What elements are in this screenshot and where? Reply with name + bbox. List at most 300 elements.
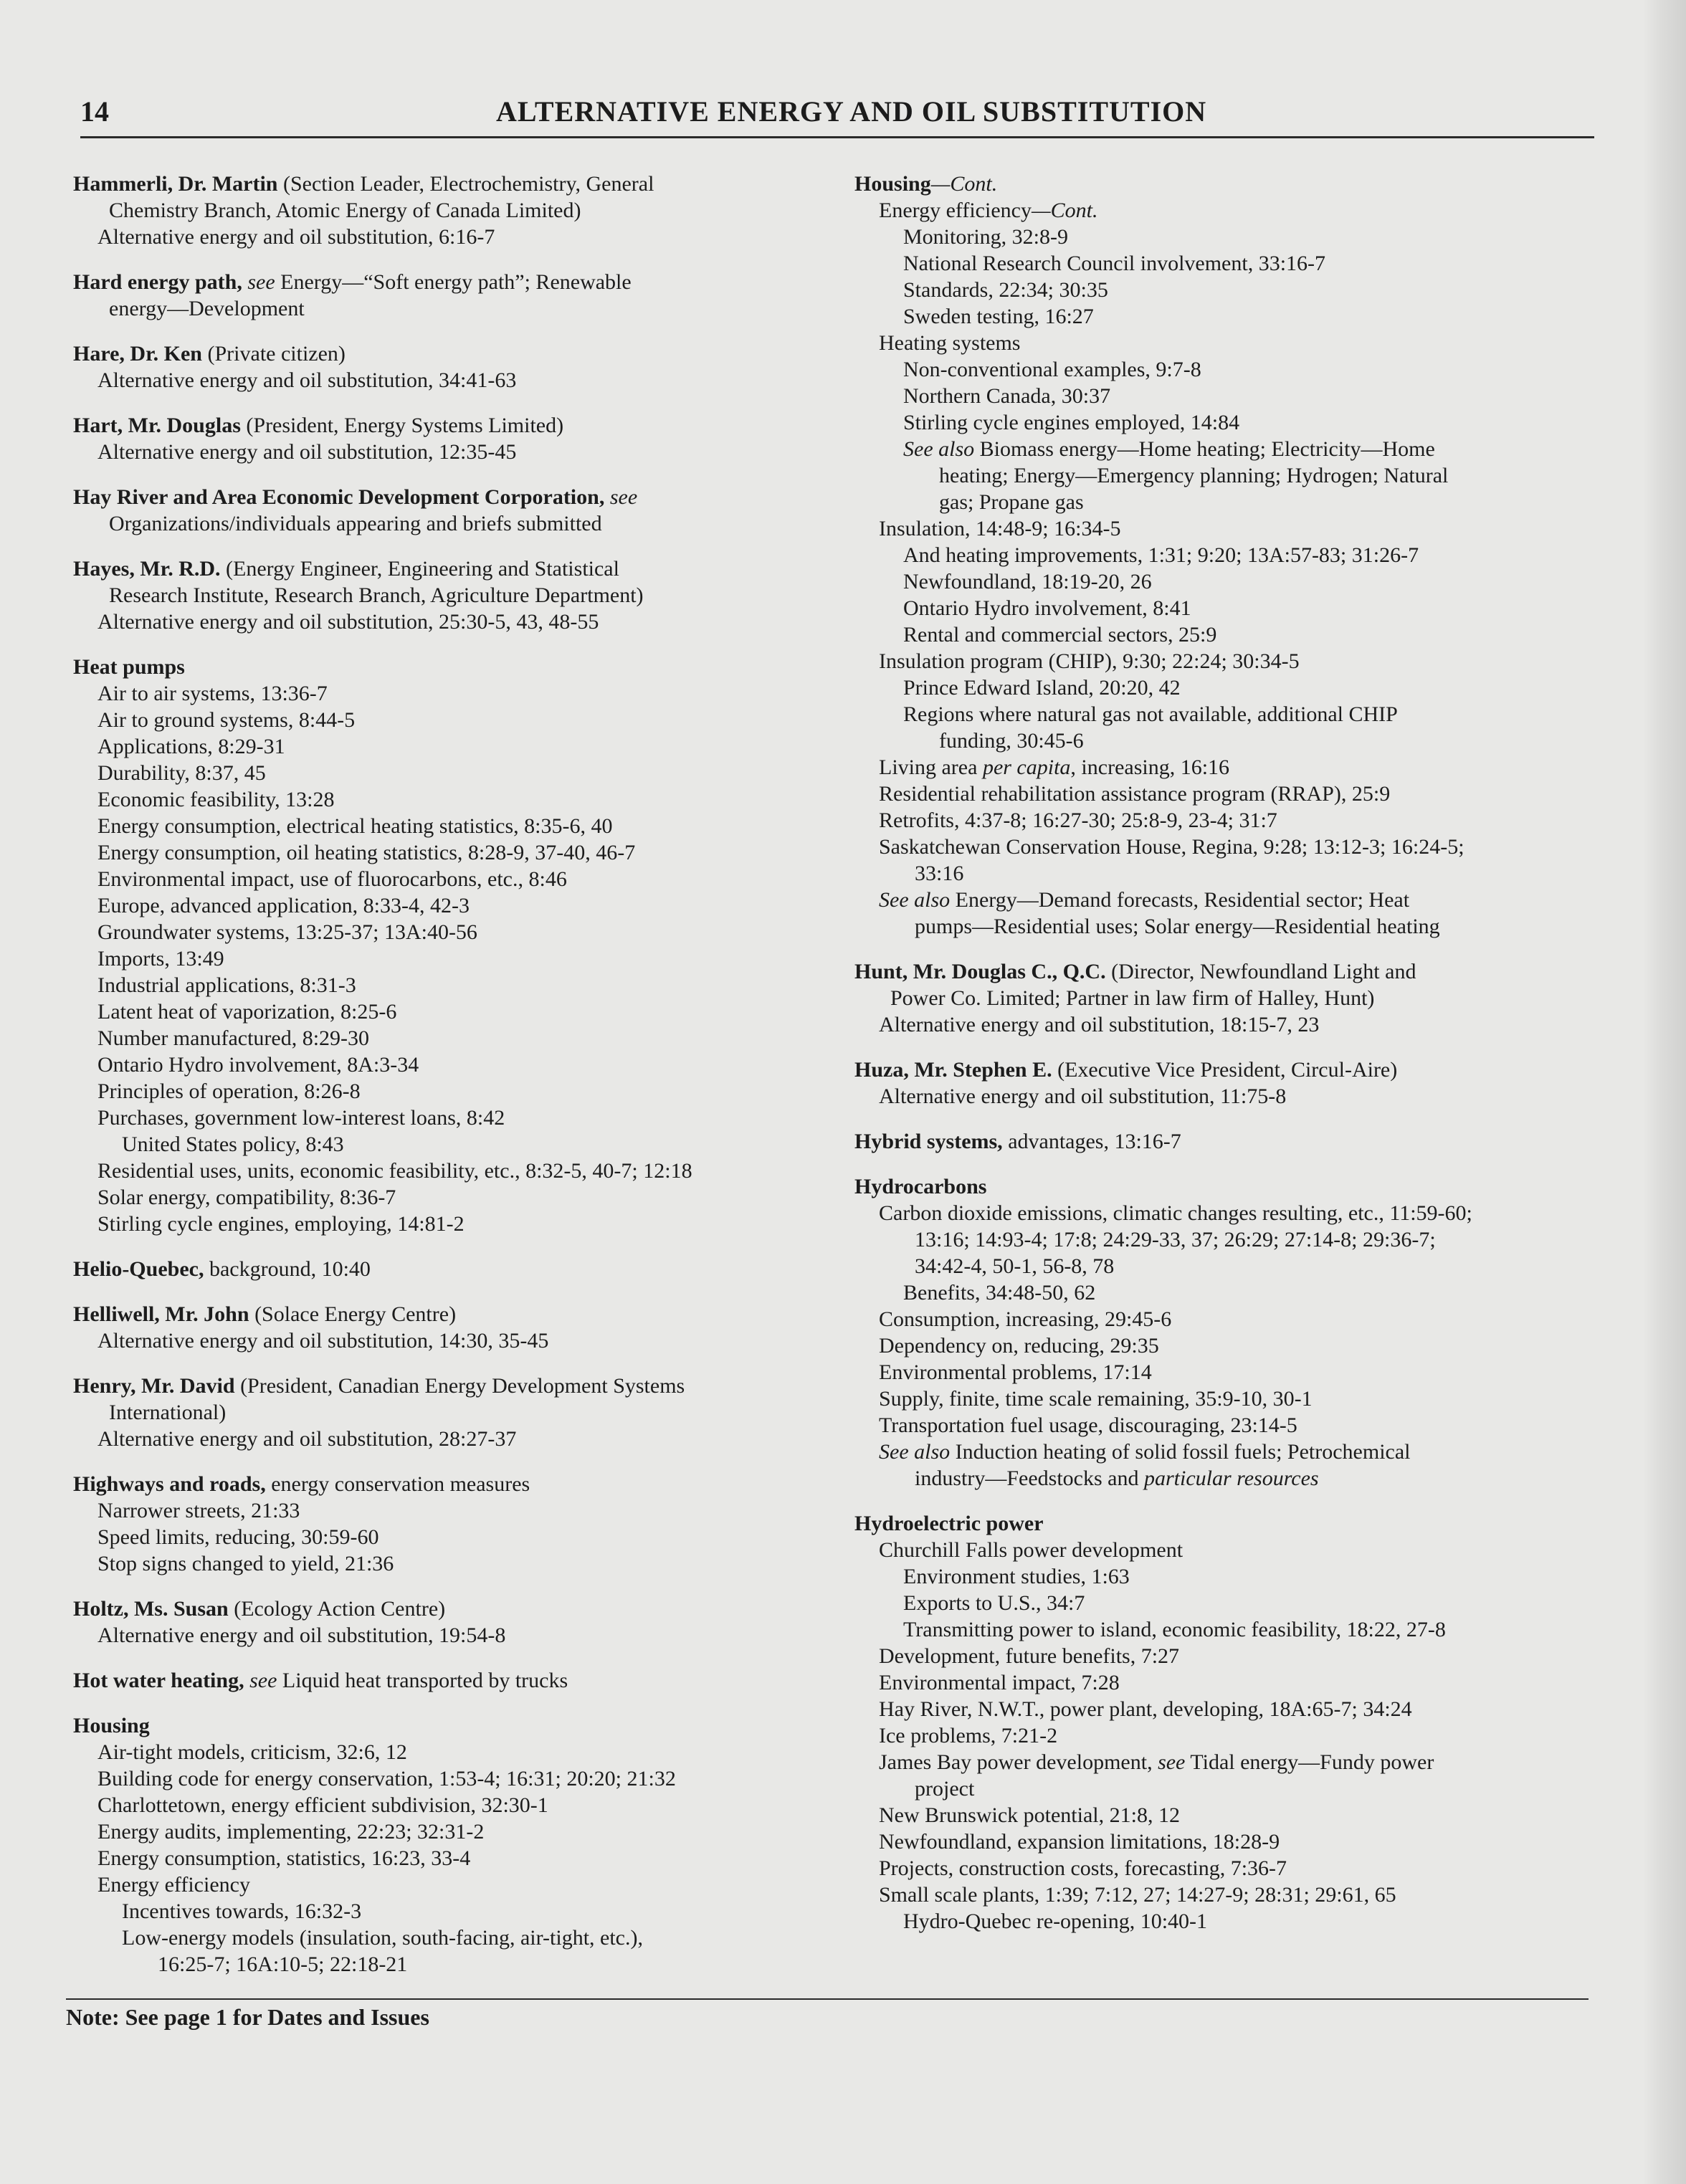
entry-line — [73, 510, 826, 537]
entry-line — [854, 1083, 1607, 1110]
entry-line — [854, 1908, 1607, 1935]
entry-text: (Energy Engineer, Engineering and Statistical — [220, 557, 619, 581]
entry-line — [73, 1426, 826, 1452]
entry-text: Consumption, increasing, 29:45-6 — [879, 1307, 1172, 1331]
entry-line — [854, 1537, 1607, 1563]
entry-text: , increasing, 16:16 — [1070, 755, 1230, 779]
entry-line — [854, 1882, 1607, 1908]
entry-line — [73, 972, 826, 998]
index-entry — [73, 1301, 826, 1354]
entry-text: Sweden testing, 16:27 — [903, 305, 1094, 328]
entry-line — [854, 1386, 1607, 1412]
entry-text: Energy audits, implementing, 22:23; 32:31-2 — [97, 1820, 485, 1844]
index-entry — [854, 1057, 1607, 1110]
entry-text: background, 10:40 — [204, 1257, 371, 1281]
entry-text: James Bay power development, — [879, 1750, 1153, 1774]
entry-line — [73, 367, 826, 394]
entry-line — [73, 1184, 826, 1211]
entry-text: Retrofits, 4:37-8; 16:27-30; 25:8-9, 23-4; 31:7 — [879, 809, 1277, 832]
entry-line — [73, 1025, 826, 1052]
entry-line — [854, 224, 1607, 250]
index-term: Housing — [73, 1714, 150, 1737]
entry-line — [854, 913, 1607, 940]
entry-line — [854, 1802, 1607, 1828]
entry-line — [854, 1722, 1607, 1749]
entry-heading-line — [73, 1667, 826, 1694]
entry-heading-line — [73, 412, 826, 439]
entry-line — [73, 609, 826, 635]
entry-heading-line — [73, 654, 826, 680]
entry-text: Chemistry Branch, Atomic Energy of Canada Limited) — [109, 199, 581, 222]
entry-line — [73, 1818, 826, 1845]
entry-text: Research Institute, Research Branch, Agriculture Department) — [109, 583, 644, 607]
index-entry — [73, 1471, 826, 1577]
entry-text: Rental and commercial sectors, 25:9 — [903, 623, 1217, 647]
entry-text: Exports to U.S., 34:7 — [903, 1591, 1085, 1615]
index-term: Hammerli, Dr. Martin — [73, 172, 278, 196]
entry-heading-line — [73, 1256, 826, 1282]
entry-text: Number manufactured, 8:29-30 — [97, 1026, 370, 1050]
index-term: Hayes, Mr. R.D. — [73, 557, 221, 581]
entry-line — [73, 1399, 826, 1426]
entry-text: Environmental impact, use of fluorocarbons, etc., 8:46 — [97, 867, 567, 891]
entry-text: Energy consumption, electrical heating statistics, 8:35-6, 40 — [97, 814, 613, 838]
entry-text: Prince Edward Island, 20:20, 42 — [903, 676, 1181, 700]
entry-text: pumps—Residential uses; Solar energy—Residential heating — [915, 915, 1440, 938]
entry-line — [854, 1828, 1607, 1855]
entry-text: industry—Feedstocks and — [915, 1467, 1144, 1490]
entry-text: United States policy, 8:43 — [122, 1132, 344, 1156]
entry-text: Insulation, 14:48-9; 16:34-5 — [879, 517, 1121, 540]
entry-heading-line — [73, 555, 826, 582]
index-entry — [73, 1712, 826, 1978]
entry-text: Applications, 8:29-31 — [97, 735, 285, 758]
entry-line — [854, 1749, 1607, 1775]
entry-text: New Brunswick potential, 21:8, 12 — [879, 1803, 1180, 1827]
entry-line — [73, 1131, 826, 1158]
entry-text: 34:42-4, 50-1, 56-8, 78 — [915, 1254, 1115, 1278]
entry-text: heating; Energy—Emergency planning; Hydrogen; Natural — [939, 464, 1449, 487]
entry-line — [854, 542, 1607, 568]
entry-text: (President, Energy Systems Limited) — [240, 414, 564, 437]
entry-line — [73, 839, 826, 866]
entry-text: Heating systems — [879, 331, 1021, 355]
entry-line — [854, 674, 1607, 701]
italic-text: see — [1152, 1750, 1186, 1774]
entry-line — [854, 436, 1607, 462]
italic-text: See also — [903, 437, 975, 461]
index-term: Henry, Mr. David — [73, 1374, 235, 1398]
italic-text: see — [604, 485, 638, 509]
entry-text: Energy efficiency — [97, 1873, 250, 1897]
entry-text: And heating improvements, 1:31; 9:20; 13A:57-83; 31:26-7 — [903, 543, 1419, 567]
entry-heading-line — [73, 1373, 826, 1399]
entry-text: Transportation fuel usage, discouraging, 23:14-5 — [879, 1413, 1297, 1437]
entry-heading-line — [73, 1301, 826, 1327]
entry-text: Ice problems, 7:21-2 — [879, 1724, 1058, 1747]
entry-text: Carbon dioxide emissions, climatic changes resulting, etc., 11:59-60; — [879, 1201, 1472, 1225]
entry-text: Alternative energy and oil substitution, 25:30-5, 43, 48-55 — [97, 610, 599, 634]
entry-text: Alternative energy and oil substitution, 18:15-7, 23 — [879, 1013, 1320, 1036]
entry-line — [854, 728, 1607, 754]
entry-text: Solar energy, compatibility, 8:36-7 — [97, 1186, 396, 1209]
entry-line — [854, 621, 1607, 648]
entry-text: Organizations/individuals appearing and briefs submitted — [109, 512, 602, 535]
index-entry — [73, 171, 826, 250]
entry-line — [854, 1616, 1607, 1643]
entry-text: Energy consumption, statistics, 16:23, 33-4 — [97, 1846, 471, 1870]
entry-text: 13:16; 14:93-4; 17:8; 24:29-33, 37; 26:29; 27:14-8; 29:36-7; — [915, 1228, 1436, 1251]
entry-text: Northern Canada, 30:37 — [903, 384, 1111, 408]
entry-line — [854, 462, 1607, 489]
entry-heading-line — [73, 1471, 826, 1497]
entry-line — [854, 1412, 1607, 1439]
index-entry — [73, 654, 826, 1237]
entry-line — [854, 1279, 1607, 1306]
entry-heading-line — [854, 1057, 1607, 1083]
entry-text: (Private citizen) — [202, 342, 346, 366]
entry-line — [73, 1739, 826, 1765]
entry-line — [854, 701, 1607, 728]
entry-text: advantages, 13:16-7 — [1002, 1130, 1181, 1153]
header-rule — [80, 136, 1594, 138]
entry-text: National Research Council involvement, 33:16-7 — [903, 252, 1326, 275]
entry-text: Benefits, 34:48-50, 62 — [903, 1281, 1096, 1305]
entry-text: Industrial applications, 8:31-3 — [97, 973, 356, 997]
index-entry — [73, 412, 826, 465]
entry-text: Newfoundland, 18:19-20, 26 — [903, 570, 1152, 593]
entry-text: gas; Propane gas — [939, 490, 1084, 514]
entry-text: (President, Canadian Energy Development Systems — [234, 1374, 685, 1398]
entry-text: Residential rehabilitation assistance program (RRAP), 25:9 — [879, 782, 1391, 806]
entry-text: Regions where natural gas not available, additional CHIP — [903, 702, 1398, 726]
entry-heading-line — [854, 1510, 1607, 1537]
index-entry — [854, 1510, 1607, 1935]
index-term: Holtz, Ms. Susan — [73, 1597, 229, 1621]
entry-text: Induction heating of solid fossil fuels; Petrochemical — [950, 1440, 1411, 1464]
index-entry — [73, 1596, 826, 1649]
entry-text: Latent heat of vaporization, 8:25-6 — [97, 1000, 397, 1024]
entry-text: International) — [109, 1401, 227, 1424]
entry-text: Stop signs changed to yield, 21:36 — [97, 1552, 394, 1575]
entry-text: energy—Development — [109, 297, 305, 320]
entry-line — [73, 813, 826, 839]
entry-text: Air to ground systems, 8:44-5 — [97, 708, 356, 732]
entry-text: Environmental impact, 7:28 — [879, 1671, 1120, 1694]
entry-text: Durability, 8:37, 45 — [97, 761, 266, 785]
entry-line — [73, 1898, 826, 1925]
entry-text: Non-conventional examples, 9:7-8 — [903, 358, 1201, 381]
entry-text: 16:25-7; 16A:10-5; 22:18-21 — [158, 1952, 408, 1976]
entry-heading-line — [854, 958, 1607, 985]
entry-line — [854, 383, 1607, 409]
entry-text: Projects, construction costs, forecasting, 7:36-7 — [879, 1856, 1287, 1880]
entry-text: Saskatchewan Conservation House, Regina, 9:28; 13:12-3; 16:24-5; — [879, 835, 1464, 859]
index-term: Hydrocarbons — [854, 1175, 987, 1198]
entry-line — [73, 224, 826, 250]
italic-text: see — [242, 270, 275, 294]
index-term: Hybrid systems, — [854, 1130, 1003, 1153]
entry-heading-line — [73, 484, 826, 510]
entry-text: funding, 30:45-6 — [939, 729, 1084, 753]
entry-heading-line — [73, 340, 826, 367]
entry-text: Low-energy models (insulation, south-facing, air-tight, etc.), — [122, 1926, 643, 1950]
entry-line — [854, 250, 1607, 277]
entry-line — [854, 356, 1607, 383]
entry-text: Transmitting power to island, economic feasibility, 18:22, 27-8 — [903, 1618, 1446, 1641]
entry-line — [854, 1306, 1607, 1332]
entry-text: Tidal energy—Fundy power — [1185, 1750, 1434, 1774]
entry-text: Biomass energy—Home heating; Electricity—Home — [974, 437, 1435, 461]
entry-line — [73, 680, 826, 707]
entry-text: Hay River, N.W.T., power plant, developing, 18A:65-7; 34:24 — [879, 1697, 1412, 1721]
index-entry — [854, 171, 1607, 940]
entry-text: Development, future benefits, 7:27 — [879, 1644, 1180, 1668]
entry-line — [854, 985, 1607, 1011]
entry-text: Principles of operation, 8:26-8 — [97, 1079, 361, 1103]
index-entry — [73, 1667, 826, 1694]
entry-heading-line — [854, 1173, 1607, 1200]
index-entry — [854, 1128, 1607, 1155]
entry-line — [73, 1158, 826, 1184]
entry-text: Environmental problems, 17:14 — [879, 1360, 1152, 1384]
entry-text: Monitoring, 32:8-9 — [903, 225, 1068, 249]
entry-text: Residential uses, units, economic feasibility, etc., 8:32-5, 40-7; 12:18 — [97, 1159, 692, 1183]
index-entry — [73, 484, 826, 537]
page-number: 14 — [80, 95, 109, 128]
entry-text: Alternative energy and oil substitution, 11:75-8 — [879, 1084, 1287, 1108]
entry-line — [73, 1105, 826, 1131]
italic-text: See also — [879, 1440, 951, 1464]
entry-line — [73, 892, 826, 919]
entry-line — [73, 439, 826, 465]
entry-text: Air-tight models, criticism, 32:6, 12 — [97, 1740, 407, 1764]
entry-line — [854, 860, 1607, 887]
entry-text: Newfoundland, expansion limitations, 18:28-9 — [879, 1830, 1280, 1854]
entry-line — [854, 1669, 1607, 1696]
entry-line — [73, 1550, 826, 1577]
index-entry — [73, 269, 826, 322]
entry-line — [854, 648, 1607, 674]
entry-text: Building code for energy conservation, 1:53-4; 16:31; 20:20; 21:32 — [97, 1767, 676, 1790]
entry-text: Living area — [879, 755, 983, 779]
entry-line — [73, 1327, 826, 1354]
entry-text: Insulation program (CHIP), 9:30; 22:24; 30:34-5 — [879, 649, 1300, 673]
index-term: Heat pumps — [73, 655, 185, 679]
index-entry — [854, 1173, 1607, 1492]
entry-line — [854, 1332, 1607, 1359]
entry-text: Liquid heat transported by trucks — [277, 1669, 568, 1692]
entry-line — [73, 1765, 826, 1792]
index-term: Hard energy path, — [73, 270, 242, 294]
entry-text: (Ecology Action Centre) — [228, 1597, 446, 1621]
index-term: Housing — [854, 172, 931, 196]
entry-line — [73, 707, 826, 733]
index-term: Hydroelectric power — [854, 1512, 1044, 1535]
entry-text: Supply, finite, time scale remaining, 35:9-10, 30-1 — [879, 1387, 1313, 1411]
entry-line — [73, 866, 826, 892]
entry-heading-line — [73, 1712, 826, 1739]
entry-text: Imports, 13:49 — [97, 947, 224, 971]
entry-line — [73, 295, 826, 322]
entry-line — [854, 330, 1607, 356]
entry-text: Hydro-Quebec re-opening, 10:40-1 — [903, 1909, 1208, 1933]
entry-text: Dependency on, reducing, 29:35 — [879, 1334, 1159, 1358]
entry-line — [73, 197, 826, 224]
entry-line — [73, 1792, 826, 1818]
italic-text: particular resources — [1143, 1467, 1319, 1490]
entry-text: Energy—“Soft energy path”; Renewable — [275, 270, 632, 294]
entry-line — [854, 1696, 1607, 1722]
entry-line — [854, 1200, 1607, 1226]
running-title: ALTERNATIVE ENERGY AND OIL SUBSTITUTION — [496, 95, 1207, 128]
entry-text: Energy consumption, oil heating statistics, 8:28-9, 37-40, 46-7 — [97, 841, 636, 864]
entry-line — [73, 945, 826, 972]
entry-line — [73, 760, 826, 786]
entry-line — [73, 1524, 826, 1550]
entry-text: Economic feasibility, 13:28 — [97, 788, 335, 811]
entry-line — [854, 1359, 1607, 1386]
entry-line — [73, 1078, 826, 1105]
entry-line — [854, 807, 1607, 834]
entry-text: Alternative energy and oil substitution, 14:30, 35-45 — [97, 1329, 549, 1353]
entry-heading-line — [854, 1128, 1607, 1155]
italic-text: See also — [879, 888, 951, 912]
italic-text: —Cont. — [930, 172, 998, 196]
entry-text: Ontario Hydro involvement, 8:41 — [903, 596, 1191, 620]
entry-text: 33:16 — [915, 862, 964, 885]
page-edge-shadow — [1643, 0, 1686, 2184]
entry-text: Churchill Falls power development — [879, 1538, 1183, 1562]
entry-text: (Section Leader, Electrochemistry, General — [277, 172, 654, 196]
index-term: Hot water heating, — [73, 1669, 244, 1692]
entry-line — [854, 197, 1607, 224]
italic-text: —Cont. — [1031, 199, 1098, 222]
entry-line — [854, 1226, 1607, 1253]
entry-line — [73, 1871, 826, 1898]
entry-line — [73, 919, 826, 945]
entry-line — [854, 277, 1607, 303]
entry-text: (Executive Vice President, Circul-Aire) — [1052, 1058, 1398, 1082]
index-term: Highways and roads, — [73, 1472, 266, 1496]
index-entry — [73, 340, 826, 394]
footer-note: Note: See page 1 for Dates and Issues — [66, 2004, 429, 2030]
entry-line — [73, 998, 826, 1025]
entry-line — [854, 887, 1607, 913]
entry-line — [854, 489, 1607, 515]
entry-text: Stirling cycle engines employed, 14:84 — [903, 411, 1240, 434]
entry-heading-line — [73, 171, 826, 197]
entry-line — [854, 1439, 1607, 1465]
page-header — [80, 92, 1594, 138]
entry-line — [854, 595, 1607, 621]
entry-line — [73, 1497, 826, 1524]
entry-line — [854, 1253, 1607, 1279]
entry-line — [73, 1925, 826, 1951]
index-term: Helio-Quebec, — [73, 1257, 204, 1281]
entry-line — [73, 786, 826, 813]
entry-line — [73, 1622, 826, 1649]
italic-text: see — [244, 1669, 277, 1692]
entry-text: Ontario Hydro involvement, 8A:3-34 — [97, 1053, 419, 1077]
entry-text: Speed limits, reducing, 30:59-60 — [97, 1525, 379, 1549]
entry-line — [854, 303, 1607, 330]
entry-text: Energy efficiency — [879, 199, 1032, 222]
index-entry — [73, 1256, 826, 1282]
entry-text: energy conservation measures — [265, 1472, 530, 1496]
entry-line — [73, 733, 826, 760]
entry-text: Environment studies, 1:63 — [903, 1565, 1130, 1588]
entry-text: Europe, advanced application, 8:33-4, 42-3 — [97, 894, 470, 917]
index-term: Hunt, Mr. Douglas C., Q.C. — [854, 960, 1106, 983]
entry-line — [854, 1855, 1607, 1882]
entry-heading-line — [854, 171, 1607, 197]
entry-line — [73, 1951, 826, 1978]
index-term: Hare, Dr. Ken — [73, 342, 202, 366]
italic-text: per capita — [982, 755, 1071, 779]
entry-text: Alternative energy and oil substitution, 19:54-8 — [97, 1623, 506, 1647]
entry-text: Power Co. Limited; Partner in law firm of Halley, Hunt) — [890, 986, 1375, 1010]
entry-text: (Solace Energy Centre) — [249, 1302, 457, 1326]
entry-line — [854, 1775, 1607, 1802]
entry-line — [73, 1211, 826, 1237]
entry-line — [854, 409, 1607, 436]
index-entry — [854, 958, 1607, 1038]
entry-line — [73, 1052, 826, 1078]
entry-line — [854, 1643, 1607, 1669]
entry-line — [854, 834, 1607, 860]
entry-heading-line — [73, 269, 826, 295]
entry-line — [854, 1465, 1607, 1492]
entry-text: Small scale plants, 1:39; 7:12, 27; 14:27-9; 28:31; 29:61, 65 — [879, 1883, 1396, 1907]
entry-text: Alternative energy and oil substitution, 28:27-37 — [97, 1427, 517, 1451]
entry-text: Alternative energy and oil substitution, 34:41-63 — [97, 368, 517, 392]
index-entry — [73, 555, 826, 635]
entry-line — [854, 1011, 1607, 1038]
entry-text: (Director, Newfoundland Light and — [1105, 960, 1416, 983]
entry-heading-line — [73, 1596, 826, 1622]
footer-rule — [66, 1998, 1589, 2000]
entry-text: Stirling cycle engines, employing, 14:81-2 — [97, 1212, 465, 1236]
entry-text: project — [915, 1777, 975, 1801]
index-column-right — [854, 171, 1607, 1953]
index-entry — [73, 1373, 826, 1452]
index-term: Helliwell, Mr. John — [73, 1302, 249, 1326]
entry-text: Standards, 22:34; 30:35 — [903, 278, 1108, 302]
entry-text: Narrower streets, 21:33 — [97, 1499, 300, 1522]
entry-text: Alternative energy and oil substitution, 12:35-45 — [97, 440, 517, 464]
entry-text: Energy—Demand forecasts, Residential sector; Heat — [950, 888, 1410, 912]
entry-line — [854, 781, 1607, 807]
entry-line — [854, 1590, 1607, 1616]
index-term: Hart, Mr. Douglas — [73, 414, 241, 437]
entry-text: Purchases, government low-interest loans, 8:42 — [97, 1106, 505, 1130]
entry-line — [854, 1563, 1607, 1590]
entry-line — [854, 515, 1607, 542]
index-term: Huza, Mr. Stephen E. — [854, 1058, 1052, 1082]
entry-text: Charlottetown, energy efficient subdivision, 32:30-1 — [97, 1793, 548, 1817]
index-term: Hay River and Area Economic Development Corporation, — [73, 485, 605, 509]
entry-text: Incentives towards, 16:32-3 — [122, 1899, 362, 1923]
index-column-left — [73, 171, 826, 1996]
entry-text: Groundwater systems, 13:25-37; 13A:40-56 — [97, 920, 477, 944]
entry-text: Alternative energy and oil substitution, 6:16-7 — [97, 225, 495, 249]
entry-line — [854, 568, 1607, 595]
entry-line — [73, 582, 826, 609]
entry-text: Air to air systems, 13:36-7 — [97, 682, 328, 705]
entry-line — [73, 1845, 826, 1871]
entry-line — [854, 754, 1607, 781]
